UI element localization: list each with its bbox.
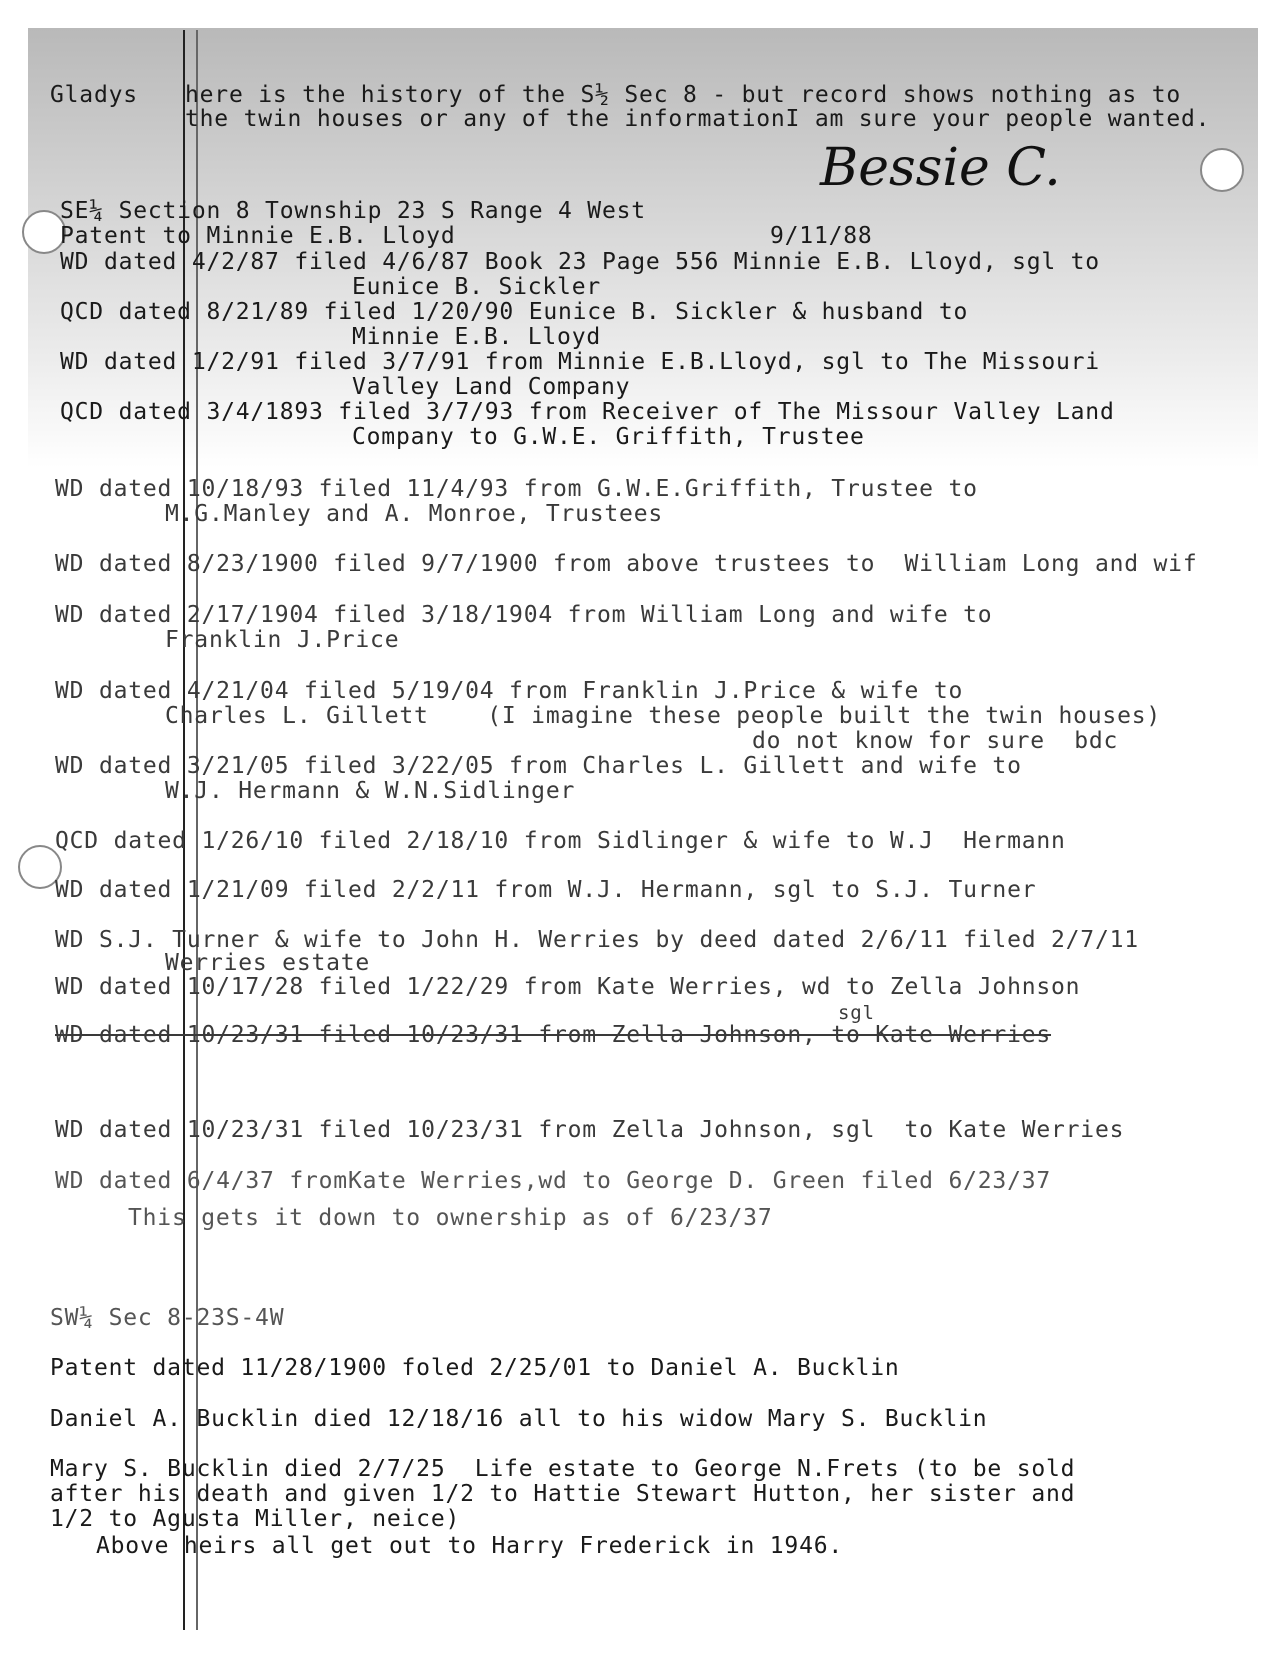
deed-entry-cont: Franklin J.Price — [165, 627, 400, 653]
header-line-1: here is the history of the S½ Sec 8 - but record shows nothing as to — [185, 82, 1182, 108]
deed-entry-cont: Minnie E.B. Lloyd — [352, 324, 602, 350]
deed-entry: WD dated 1/21/09 filed 2/2/11 from W.J. Hermann, sgl to S.J. Turner — [55, 877, 1037, 903]
patent-date: 9/11/88 — [770, 223, 873, 249]
deed-entry: WD dated 10/18/93 filed 11/4/93 from G.W.E.Griffith, Trustee to — [55, 476, 978, 502]
deed-entry-cont: W.J. Hermann & W.N.Sidlinger — [165, 778, 576, 804]
deed-entry: WD dated 3/21/05 filed 3/22/05 from Charles L. Gillett and wife to — [55, 753, 1022, 779]
deed-entry: QCD dated 3/4/1893 filed 3/7/93 from Receiver of The Missour Valley Land — [60, 399, 1115, 425]
handwritten-note: do not know for sure bdc — [752, 728, 1119, 754]
deed-entry-cont: Charles L. Gillett (I imagine these people built the twin houses) — [165, 703, 1162, 729]
sw-entry: Mary S. Bucklin died 2/7/25 Life estate to George N.Frets (to be sold — [50, 1456, 1076, 1482]
deed-entry: WD dated 10/17/28 filed 1/22/29 from Kate Werries, wd to Zella Johnson — [55, 974, 1081, 1000]
sw-entry: Patent dated 11/28/1900 foled 2/25/01 to Daniel A. Bucklin — [50, 1355, 900, 1381]
deed-entry-cont: M.G.Manley and A. Monroe, Trustees — [165, 501, 664, 527]
sw-entry-cont: after his death and given 1/2 to Hattie Stewart Hutton, her sister and — [50, 1481, 1076, 1507]
signature: Bessie C. — [820, 138, 1061, 198]
deed-entry: WD dated 8/23/1900 filed 9/7/1900 from above trustees to William Long and wif — [55, 551, 1198, 577]
deed-entry: WD dated 6/4/37 fromKate Werries,wd to George D. Green filed 6/23/37 — [55, 1168, 1052, 1194]
deed-entry-cont: Eunice B. Sickler — [352, 274, 602, 300]
punch-hole-right — [1200, 148, 1244, 192]
deed-entry: WD S.J. Turner & wife to John H. Werries by deed dated 2/6/11 filed 2/7/11 — [55, 927, 1139, 953]
deed-entry: QCD dated 1/26/10 filed 2/18/10 from Sidlinger & wife to W.J Hermann — [55, 828, 1066, 854]
deed-entry: WD dated 4/2/87 filed 4/6/87 Book 23 Page 556 Minnie E.B. Lloyd, sgl to — [60, 249, 1100, 275]
patent-line: Patent to Minnie E.B. Lloyd — [60, 223, 456, 249]
deed-entry: WD dated 10/23/31 filed 10/23/31 from Zella Johnson, sgl to Kate Werries — [55, 1117, 1125, 1143]
sgl-insertion: sgl — [838, 1002, 875, 1024]
deed-entry-cont: Company to G.W.E. Griffith, Trustee — [352, 424, 865, 450]
deed-entry: QCD dated 8/21/89 filed 1/20/90 Eunice B. Sickler & husband to — [60, 299, 969, 325]
header-line-2: the twin houses or any of the informationI am sure your people wanted. — [185, 106, 1211, 132]
deed-entry-cont: Werries estate — [165, 950, 371, 976]
deed-entry-cont: Valley Land Company — [352, 374, 631, 400]
sw-entry: Daniel A. Bucklin died 12/18/16 all to his widow Mary S. Bucklin — [50, 1406, 988, 1432]
salutation: Gladys — [50, 82, 138, 108]
sw-summary-line: Above heirs all get out to Harry Frederick in 1946. — [96, 1533, 844, 1559]
deed-entry: WD dated 1/2/91 filed 3/7/91 from Minnie E.B.Lloyd, sgl to The Missouri — [60, 349, 1100, 375]
summary-line: This gets it down to ownership as of 6/23/37 — [128, 1205, 773, 1231]
se-section-title: SE¼ Section 8 Township 23 S Range 4 West — [60, 198, 646, 224]
struck-deed-entry: WD dated 10/23/31 filed 10/23/31 from Zella Johnson, to Kate Werries — [55, 1022, 1052, 1048]
sw-entry-cont: 1/2 to Agusta Miller, neice) — [50, 1506, 461, 1532]
deed-entry: WD dated 2/17/1904 filed 3/18/1904 from William Long and wife to — [55, 602, 993, 628]
sw-section-title: SW¼ Sec 8-23S-4W — [50, 1305, 285, 1331]
deed-entry: WD dated 4/21/04 filed 5/19/04 from Franklin J.Price & wife to — [55, 678, 964, 704]
